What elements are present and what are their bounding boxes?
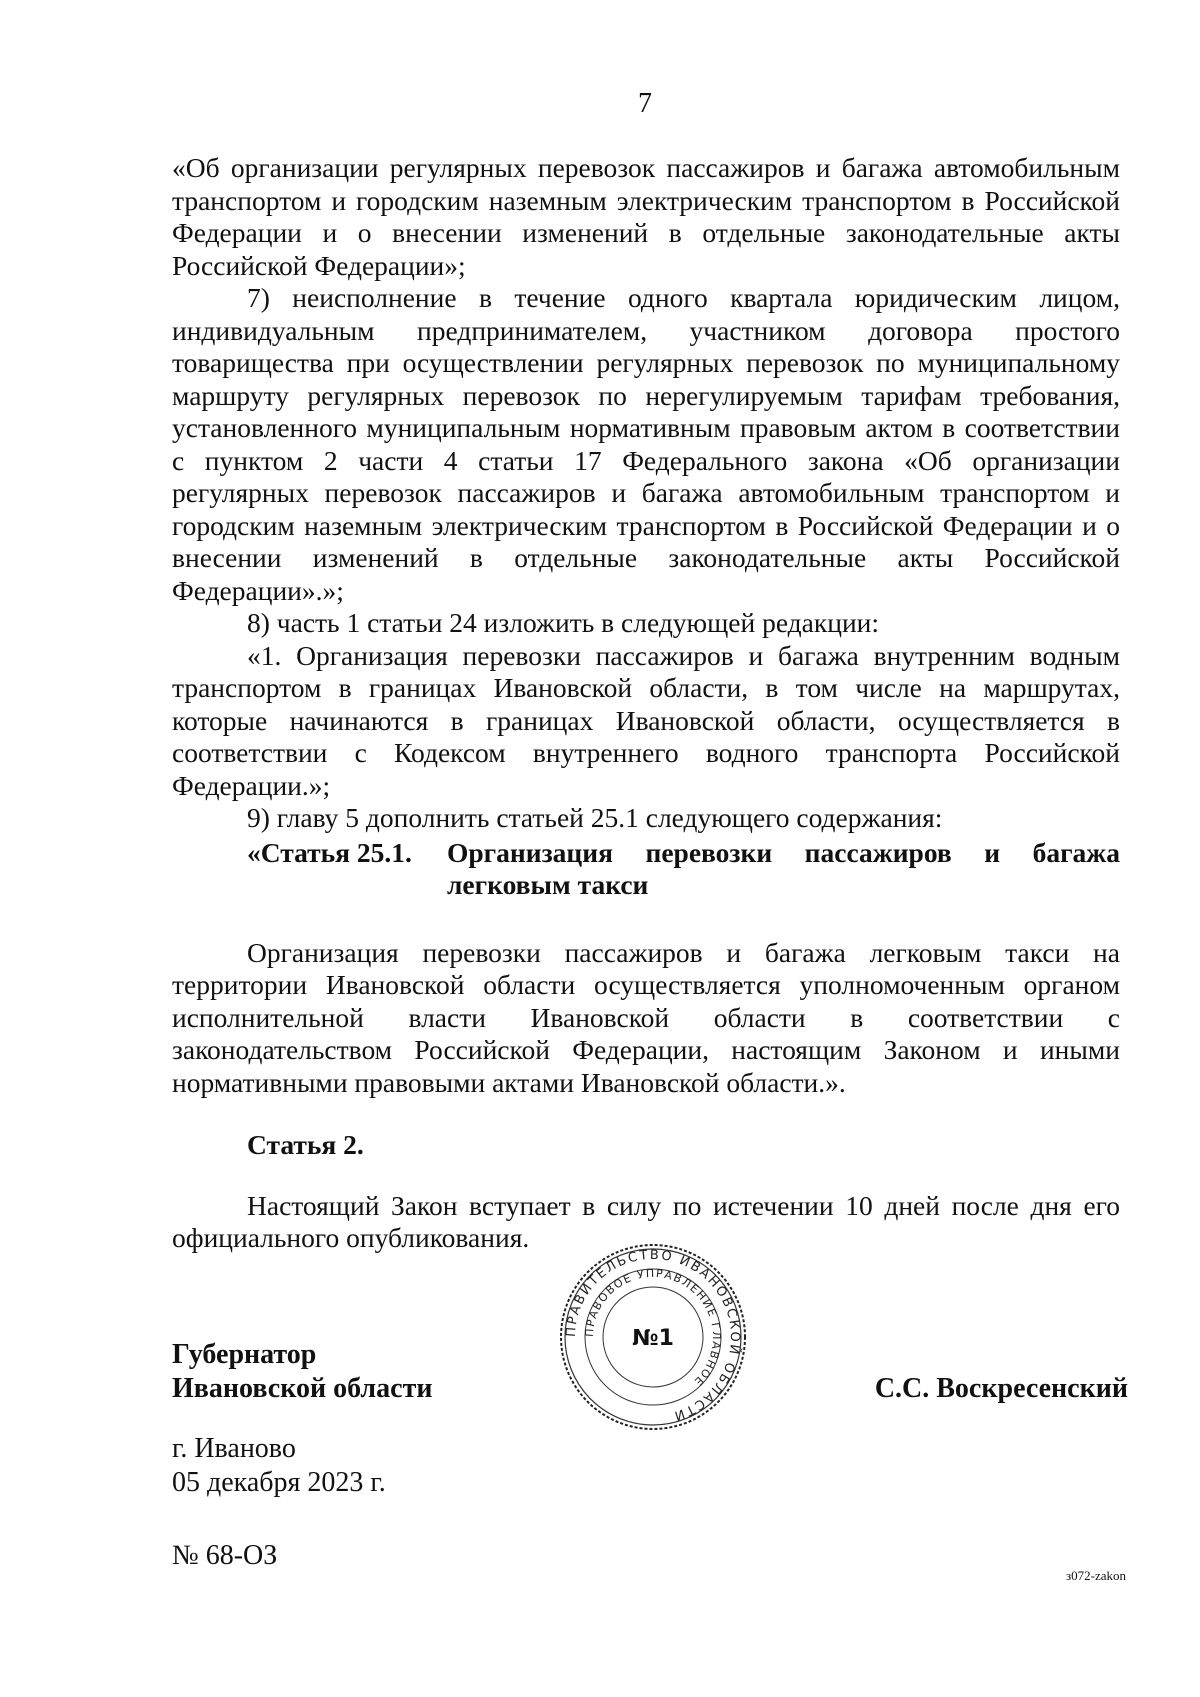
document-body	[172, 152, 1120, 1255]
signer-position	[172, 1338, 432, 1406]
signer-name: С.С. Воскресенский	[874, 1373, 1128, 1404]
seal-inner-text: ПРАВОВОЕ УПРАВЛЕНИЕ ГЛАВНОЕ	[582, 1266, 724, 1389]
document-reference-code: з072-zakon	[1065, 1568, 1126, 1583]
signing-date: 05 декабря 2023 г.	[172, 1467, 386, 1498]
article-2-heading: Статья 2.	[247, 1129, 364, 1160]
seal-number: №1	[632, 1326, 674, 1351]
official-seal	[558, 1242, 748, 1432]
paragraph-article-25-1-body: Организация перевозки пассажиров и багажа легковым такси на территории Ивановской области осуществляется уполномоченным органом исполнительной власти Ивановской области в соответствии с законодательством Российской Федерации, настоящим Законом и иными нормативными правовыми актами Ивановской области.».	[172, 936, 1120, 1098]
city: г. Иваново	[172, 1433, 296, 1464]
paragraph-article-2-body: Настоящий Закон вступает в силу по истечении 10 дней после дня его официального опубликования.	[172, 1189, 1120, 1253]
seal-outer-text: ПРАВИТЕЛЬСТВО ИВАНОВСКОЙ ОБЛАСТИ	[563, 1247, 743, 1424]
paragraph-quote-law-title: «Об организации регулярных перевозок пассажиров и багажа автомобильным транспортом и городским наземным электрическим транспортом в Российской Федерации и о внесении изменений в отдельные законодательные акты Российской Федерации»;	[172, 152, 1120, 281]
article-25-1-title	[447, 837, 1120, 902]
page-number: 7	[638, 88, 652, 119]
paragraph-part-1-text: «1. Организация перевозки пассажиров и багажа внутренним водным транспортом в границах Ивановской области, в том числе на маршрутах, которые начинаются в границах Ивановской области, осуществляется в соответствии с Кодексом внутреннего водного транспорта Российской Федерации.»;	[172, 639, 1120, 801]
article-25-1-number: «Статья 25.1.	[247, 836, 412, 868]
paragraph-item-9: 9) главу 5 дополнить статьей 25.1 следующего содержания:	[247, 802, 943, 833]
article-25-1-heading	[172, 837, 1120, 902]
signer-position-line1: Губернатор	[172, 1339, 317, 1370]
paragraph-item-7: 7) неисполнение в течение одного квартала юридическим лицом, индивидуальным предпринимателем, участником договора простого товарищества при осуществлении регулярных перевозок по муниципальному маршруту регулярных перевозок по нерегулируемым тарифам требования, установленного муниципальным нормативным правовым актом в соответствии с пунктом 2 части 4 статьи 17 Федерального закона «Об организации регулярных перевозок пассажиров и багажа автомобильным транспортом и городским наземным электрическим транспортом в Российской Федерации и о внесении изменений в отдельные законодательные акты Российской Федерации».»;	[172, 282, 1120, 606]
place-and-date	[172, 1432, 386, 1500]
article-25-1-title-line2: легковым такси	[447, 869, 649, 900]
paragraph-item-8: 8) часть 1 статьи 24 изложить в следующей редакции:	[247, 607, 880, 638]
article-25-1-title-line1: Организация перевозки пассажиров и багажа	[447, 836, 1120, 868]
signer-position-line2: Ивановской области	[172, 1373, 433, 1404]
law-number: № 68-ОЗ	[172, 1540, 278, 1571]
